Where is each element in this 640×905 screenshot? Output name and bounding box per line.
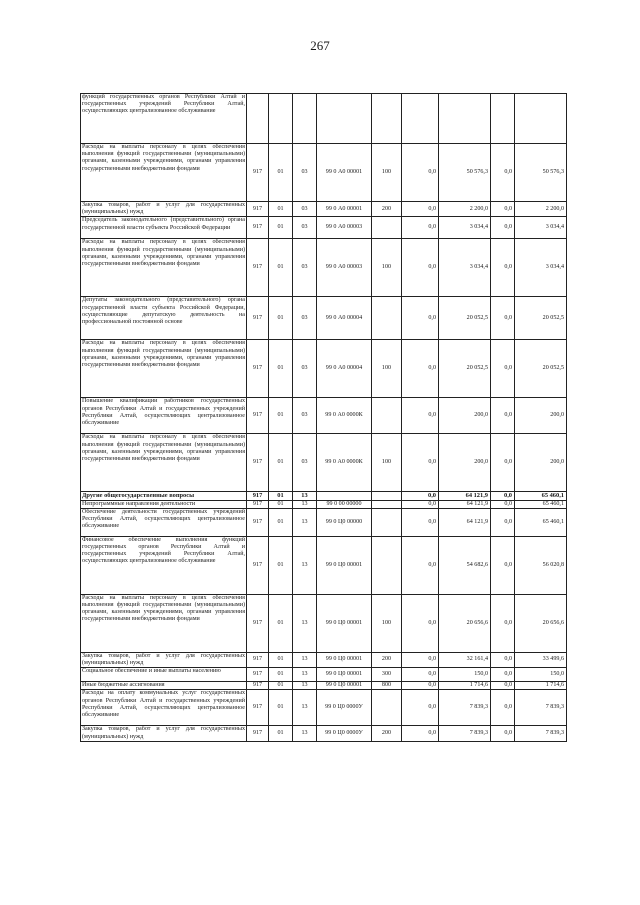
cell-value-2: 2 200,0 [439, 202, 491, 217]
cell-vr [372, 217, 402, 239]
cell-name: Расходы на выплаты персоналу в целях обеспечения выполнения функций государственными (муниципальными) органами, казенными учреждениями, органами управления государственными внебюджетными фондами [81, 144, 247, 202]
cell-value-3: 0,0 [491, 690, 515, 726]
cell-value-4: 56 020,8 [515, 536, 567, 594]
cell-vr [372, 508, 402, 536]
cell-csr: 99 0 А0 00004 [317, 340, 372, 398]
cell-value-1: 0,0 [402, 398, 439, 434]
cell-csr: 99 0 Ц0 00001 [317, 682, 372, 690]
cell-csr [317, 94, 372, 144]
table-row [81, 652, 567, 667]
cell-value-4: 1 714,6 [515, 682, 567, 690]
cell-name: Расходы на оплату коммунальных услуг государственных органов Республики Алтай и государственных учреждений Республики Алтай, осуществляющих централизованное обслуживание [81, 690, 247, 726]
cell-value-2: 50 576,3 [439, 144, 491, 202]
cell-rz: 01 [269, 297, 293, 340]
table-row [81, 508, 567, 536]
cell-vr [372, 297, 402, 340]
cell-name: Расходы на выплаты персоналу в целях обеспечения выполнения функций государственными (муниципальными) органами, казенными учреждениями, органами управления государственными внебюджетными фондами [81, 594, 247, 652]
table-row [81, 202, 567, 217]
cell-rz: 01 [269, 682, 293, 690]
cell-value-2: 20 052,5 [439, 297, 491, 340]
table-row [81, 297, 567, 340]
cell-pr: 03 [293, 239, 317, 297]
cell-name: Депутаты законодательного (представительного) органа государственной власти субъекта Российской Федерации, осуществляющие депутатскую деятельность на профессиональной постоянной основе [81, 297, 247, 340]
cell-rz: 01 [269, 202, 293, 217]
cell-rz: 01 [269, 500, 293, 508]
cell-name: Иные бюджетные ассигнования [81, 682, 247, 690]
cell-csr: 99 0 А0 0000К [317, 398, 372, 434]
cell-value-2: 200,0 [439, 398, 491, 434]
cell-csr: 99 0 Ц0 0000У [317, 726, 372, 741]
cell-rz: 01 [269, 594, 293, 652]
cell-value-1: 0,0 [402, 340, 439, 398]
cell-value-2 [439, 94, 491, 144]
cell-value-3: 0,0 [491, 594, 515, 652]
cell-rz: 01 [269, 508, 293, 536]
cell-name: функций государственных органов Республики Алтай и государственных учреждений Республики Алтай, осуществляющих централизованное обслуживание [81, 94, 247, 144]
cell-rz: 01 [269, 144, 293, 202]
cell-ved: 917 [247, 536, 269, 594]
cell-value-4: 65 460,1 [515, 492, 567, 500]
cell-value-4: 20 656,6 [515, 594, 567, 652]
cell-value-1: 0,0 [402, 536, 439, 594]
cell-pr: 03 [293, 398, 317, 434]
cell-value-2: 3 034,4 [439, 239, 491, 297]
cell-csr: 99 0 А0 00003 [317, 217, 372, 239]
cell-ved: 917 [247, 594, 269, 652]
cell-rz: 01 [269, 668, 293, 682]
cell-value-1: 0,0 [402, 726, 439, 741]
cell-value-2: 7 839,3 [439, 690, 491, 726]
cell-rz: 01 [269, 726, 293, 741]
cell-value-1: 0,0 [402, 202, 439, 217]
cell-rz: 01 [269, 492, 293, 500]
cell-ved: 917 [247, 492, 269, 500]
cell-pr [293, 94, 317, 144]
cell-csr: 99 0 А0 00004 [317, 297, 372, 340]
cell-value-3: 0,0 [491, 682, 515, 690]
cell-csr: 99 0 Ц0 00000 [317, 508, 372, 536]
cell-value-1: 0,0 [402, 144, 439, 202]
cell-value-2: 20 656,6 [439, 594, 491, 652]
cell-value-1: 0,0 [402, 682, 439, 690]
table-row [81, 492, 567, 500]
cell-vr: 100 [372, 239, 402, 297]
cell-value-2: 200,0 [439, 434, 491, 492]
cell-value-3: 0,0 [491, 668, 515, 682]
cell-rz [269, 94, 293, 144]
cell-pr: 13 [293, 500, 317, 508]
cell-value-1: 0,0 [402, 239, 439, 297]
cell-name: Расходы на выплаты персоналу в целях обеспечения выполнения функций государственными (муниципальными) органами, казенными учреждениями, органами управления государственными внебюджетными фондами [81, 434, 247, 492]
cell-rz: 01 [269, 398, 293, 434]
cell-value-4: 20 052,5 [515, 297, 567, 340]
cell-value-4: 150,0 [515, 668, 567, 682]
table-row [81, 217, 567, 239]
cell-vr: 800 [372, 682, 402, 690]
cell-ved: 917 [247, 500, 269, 508]
cell-csr [317, 492, 372, 500]
cell-value-1: 0,0 [402, 492, 439, 500]
cell-name: Социальное обеспечение и иные выплаты населению [81, 668, 247, 682]
cell-csr: 99 0 Ц0 00001 [317, 668, 372, 682]
cell-vr: 300 [372, 668, 402, 682]
cell-ved: 917 [247, 297, 269, 340]
cell-value-3: 0,0 [491, 239, 515, 297]
cell-value-4: 3 034,4 [515, 239, 567, 297]
cell-value-3: 0,0 [491, 297, 515, 340]
cell-value-1 [402, 94, 439, 144]
cell-pr: 03 [293, 297, 317, 340]
cell-ved: 917 [247, 652, 269, 667]
cell-ved [247, 94, 269, 144]
cell-csr: 99 0 А0 00001 [317, 202, 372, 217]
cell-csr: 99 0 А0 00003 [317, 239, 372, 297]
cell-ved: 917 [247, 217, 269, 239]
budget-table [80, 93, 567, 742]
cell-name: Непрограммные направления деятельности [81, 500, 247, 508]
cell-csr: 99 0 А0 0000К [317, 434, 372, 492]
table-row [81, 668, 567, 682]
cell-value-3: 0,0 [491, 202, 515, 217]
cell-value-4 [515, 94, 567, 144]
cell-vr: 100 [372, 340, 402, 398]
cell-value-4: 50 576,3 [515, 144, 567, 202]
cell-ved: 917 [247, 508, 269, 536]
cell-value-4: 2 200,0 [515, 202, 567, 217]
cell-value-3: 0,0 [491, 652, 515, 667]
cell-pr: 13 [293, 492, 317, 500]
cell-value-3: 0,0 [491, 508, 515, 536]
table-row [81, 94, 567, 144]
cell-value-3: 0,0 [491, 434, 515, 492]
cell-value-3: 0,0 [491, 340, 515, 398]
cell-name: Закупка товаров, работ и услуг для государственных (муниципальных) нужд [82, 726, 245, 740]
cell-ved: 917 [247, 434, 269, 492]
table-row [81, 340, 567, 398]
cell-value-2: 64 121,9 [439, 492, 491, 500]
cell-ved: 917 [247, 690, 269, 726]
table-row [81, 239, 567, 297]
cell-value-1: 0,0 [402, 652, 439, 667]
table-row [81, 594, 567, 652]
cell-value-1: 0,0 [402, 217, 439, 239]
cell-value-3: 0,0 [491, 398, 515, 434]
cell-ved: 917 [247, 239, 269, 297]
cell-name: Расходы на выплаты персоналу в целях обеспечения выполнения функций государственными (муниципальными) органами, казенными учреждениями, органами управления государственными внебюджетными фондами [81, 239, 247, 297]
cell-value-1: 0,0 [402, 434, 439, 492]
cell-vr [372, 536, 402, 594]
cell-ved: 917 [247, 682, 269, 690]
cell-value-2: 150,0 [439, 668, 491, 682]
cell-value-4: 33 499,6 [515, 652, 567, 667]
cell-vr [372, 690, 402, 726]
cell-value-1: 0,0 [402, 508, 439, 536]
cell-value-1: 0,0 [402, 594, 439, 652]
cell-value-2: 20 052,5 [439, 340, 491, 398]
cell-value-1: 0,0 [402, 668, 439, 682]
cell-pr: 03 [293, 144, 317, 202]
cell-pr: 03 [293, 202, 317, 217]
cell-vr [372, 94, 402, 144]
cell-value-4: 20 052,5 [515, 340, 567, 398]
cell-value-3: 0,0 [491, 144, 515, 202]
cell-value-2: 32 161,4 [439, 652, 491, 667]
table-row [81, 536, 567, 594]
cell-value-4: 7 839,3 [515, 726, 567, 741]
cell-pr: 13 [293, 536, 317, 594]
cell-vr: 200 [372, 652, 402, 667]
cell-name: Обеспечение деятельности государственных учреждений Республики Алтай, осуществляющих централизованное обслуживание [81, 508, 247, 536]
cell-vr: 100 [372, 144, 402, 202]
cell-name: Закупка товаров, работ и услуг для государственных (муниципальных) нужд [82, 652, 245, 667]
cell-vr: 100 [372, 434, 402, 492]
cell-value-2: 64 121,9 [439, 500, 491, 508]
cell-value-3: 0,0 [491, 726, 515, 741]
cell-value-4: 200,0 [515, 398, 567, 434]
cell-value-3: 0,0 [491, 217, 515, 239]
cell-rz: 01 [269, 340, 293, 398]
cell-pr: 13 [293, 668, 317, 682]
cell-value-1: 0,0 [402, 690, 439, 726]
table-row [81, 398, 567, 434]
cell-pr: 13 [293, 594, 317, 652]
cell-value-3: 0,0 [491, 492, 515, 500]
cell-rz: 01 [269, 434, 293, 492]
cell-ved: 917 [247, 144, 269, 202]
table-row [81, 682, 567, 690]
cell-value-4: 3 034,4 [515, 217, 567, 239]
cell-vr: 100 [372, 594, 402, 652]
cell-rz: 01 [269, 536, 293, 594]
cell-value-4: 7 839,3 [515, 690, 567, 726]
table-row [81, 434, 567, 492]
cell-pr: 03 [293, 217, 317, 239]
cell-pr: 03 [293, 434, 317, 492]
cell-ved: 917 [247, 398, 269, 434]
cell-vr [372, 398, 402, 434]
cell-ved: 917 [247, 726, 269, 741]
cell-pr: 13 [293, 508, 317, 536]
cell-rz: 01 [269, 690, 293, 726]
cell-pr: 13 [293, 682, 317, 690]
cell-value-4: 200,0 [515, 434, 567, 492]
cell-ved: 917 [247, 668, 269, 682]
cell-rz: 01 [269, 239, 293, 297]
cell-vr [372, 500, 402, 508]
cell-name: Закупка товаров, работ и услуг для государственных (муниципальных) нужд [82, 202, 245, 216]
cell-csr: 99 0 00 00000 [317, 500, 372, 508]
table-row [81, 690, 567, 726]
cell-value-4: 65 460,1 [515, 508, 567, 536]
cell-vr: 200 [372, 726, 402, 741]
cell-csr: 99 0 А0 00001 [317, 144, 372, 202]
page-number: 267 [310, 38, 330, 53]
cell-name: Председатель законодательного (представительного) органа государственной власти субъекта Российской Федерации [81, 217, 247, 239]
table-row [81, 726, 567, 741]
cell-csr: 99 0 Ц0 00001 [317, 594, 372, 652]
cell-name: Финансовое обеспечение выполнения функций государственных органов Республики Алтай и государственных учреждений Республики Алтай, осуществляющих централизованное обслуживание [81, 536, 247, 594]
cell-csr: 99 0 Ц0 00001 [317, 536, 372, 594]
cell-name: Повышение квалификации работников государственных органов Республики Алтай и государственных учреждений Республики Алтай, осуществляющих централизованное обслуживание [81, 398, 247, 434]
cell-name: Другие общегосударственные вопросы [81, 492, 247, 500]
cell-vr [372, 492, 402, 500]
cell-csr: 99 0 Ц0 00001 [317, 652, 372, 667]
cell-value-2: 64 121,9 [439, 508, 491, 536]
cell-value-4: 65 460,1 [515, 500, 567, 508]
cell-vr: 200 [372, 202, 402, 217]
cell-value-2: 7 839,3 [439, 726, 491, 741]
cell-value-3 [491, 94, 515, 144]
cell-pr: 13 [293, 652, 317, 667]
cell-csr: 99 0 Ц0 0000У [317, 690, 372, 726]
cell-value-2: 1 714,6 [439, 682, 491, 690]
cell-name: Расходы на выплаты персоналу в целях обеспечения выполнения функций государственными (муниципальными) органами, казенными учреждениями, органами управления государственными внебюджетными фондами [81, 340, 247, 398]
cell-pr: 13 [293, 726, 317, 741]
cell-rz: 01 [269, 652, 293, 667]
cell-pr: 03 [293, 340, 317, 398]
cell-value-1: 0,0 [402, 297, 439, 340]
cell-rz: 01 [269, 217, 293, 239]
cell-value-1: 0,0 [402, 500, 439, 508]
cell-value-3: 0,0 [491, 536, 515, 594]
table-row [81, 144, 567, 202]
cell-pr: 13 [293, 690, 317, 726]
cell-ved: 917 [247, 202, 269, 217]
cell-value-2: 3 034,4 [439, 217, 491, 239]
cell-value-2: 54 682,6 [439, 536, 491, 594]
cell-value-3: 0,0 [491, 500, 515, 508]
cell-ved: 917 [247, 340, 269, 398]
table-row [81, 500, 567, 508]
